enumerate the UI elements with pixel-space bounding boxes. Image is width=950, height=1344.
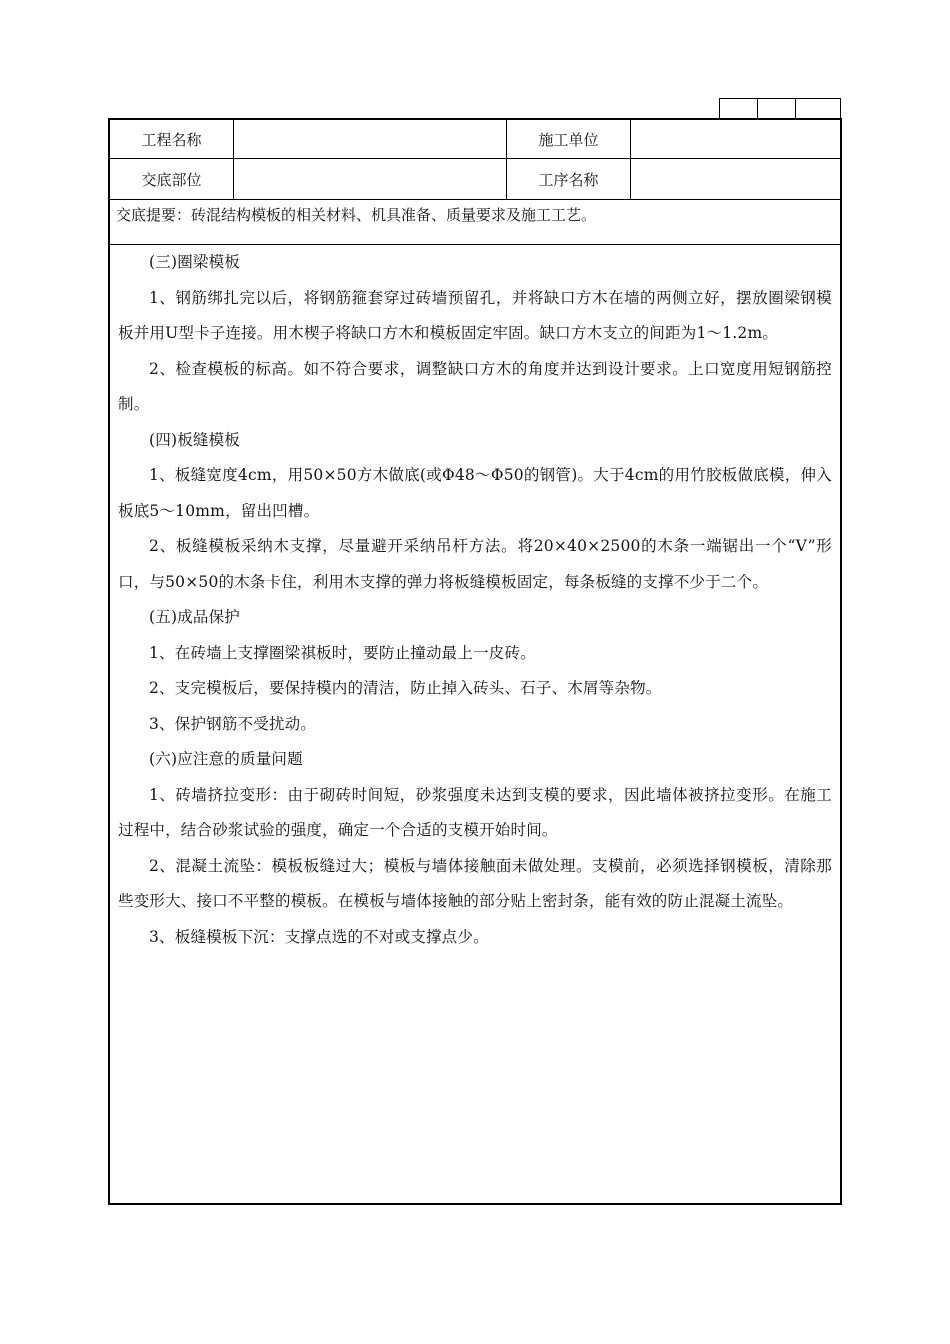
construction-unit-value <box>631 120 840 158</box>
paragraph: 1、在砖墙上支撑圈梁祺板时，要防止撞动最上一皮砖。 <box>149 643 536 662</box>
handover-form <box>108 118 842 1205</box>
project-name-label: 工程名称 <box>110 120 234 158</box>
content-body <box>110 245 840 955</box>
top-box <box>796 99 840 118</box>
paragraph: 1、板缝宽度4cm，用50×50方木做底(或Φ48～Φ50的钢管)。大于4cm的用竹胶板做底模，伸入板底5～10mm，留出凹槽。 <box>118 466 832 520</box>
paragraph: 3、板缝模板下沉：支撑点选的不对或支撑点少。 <box>149 927 489 946</box>
process-name-value <box>631 159 840 199</box>
paragraph: 1、砖墙挤拉变形：由于砌砖时间短，砂浆强度未达到支模的要求，因此墙体被挤拉变形。在施工过程中，结合砂浆试验的强度，确定一个合适的支模开始时间。 <box>118 785 832 839</box>
top-box <box>720 99 758 118</box>
paragraph: 3、保护钢筋不受扰动。 <box>149 714 317 733</box>
handover-location-value <box>234 159 507 199</box>
construction-unit-label: 施工单位 <box>507 120 631 158</box>
handover-location-label: 交底部位 <box>110 159 234 199</box>
section-heading: (六)应注意的质量问题 <box>149 750 303 768</box>
paragraph: 2、板缝模板采纳木支撑，尽量避开采纳吊杆方法。将20×40×2500的木条一端锯出一个“V”形口，与50×50的木条卡住，利用木支撑的弹力将板缝模板固定，每条板缝的支撑不少于二个。 <box>118 537 832 591</box>
top-box <box>758 99 796 118</box>
process-name-label: 工序名称 <box>507 159 631 199</box>
section-heading: (四)板缝模板 <box>149 430 240 449</box>
header-row-2 <box>110 159 840 200</box>
paragraph: 2、支完模板后，要保持模内的清洁，防止掉入砖头、石子、木屑等杂物。 <box>149 679 662 697</box>
paragraph: 2、混凝土流坠：模板板缝过大；模板与墙体接触面未做处理。支模前，必须选择钢模板，清除那些变形大、接口不平整的模板。在模板与墙体接触的部分贴上密封条，能有效的防止混凝土流坠。 <box>118 856 832 910</box>
top-right-boxes <box>719 98 841 118</box>
summary-text: 交底提要：砖混结构模板的相关材料、机具准备、质量要求及施工工艺。 <box>110 200 840 245</box>
section-heading: (五)成品保护 <box>149 608 240 626</box>
paragraph: 1、钢筋绑扎完以后，将钢筋箍套穿过砖墙预留孔，并将缺口方木在墙的两侧立好，摆放圈梁钢模板并用U型卡子连接。用木楔子将缺口方木和模板固定牢固。缺口方木支立的间距为1～1.2m。 <box>118 288 832 342</box>
project-name-value <box>234 120 507 158</box>
paragraph: 2、检查模板的标高。如不符合要求，调整缺口方木的角度并达到设计要求。上口宽度用短钢筋控制。 <box>118 359 832 413</box>
header-row-1 <box>110 120 840 159</box>
section-heading: (三)圈梁模板 <box>149 253 240 271</box>
